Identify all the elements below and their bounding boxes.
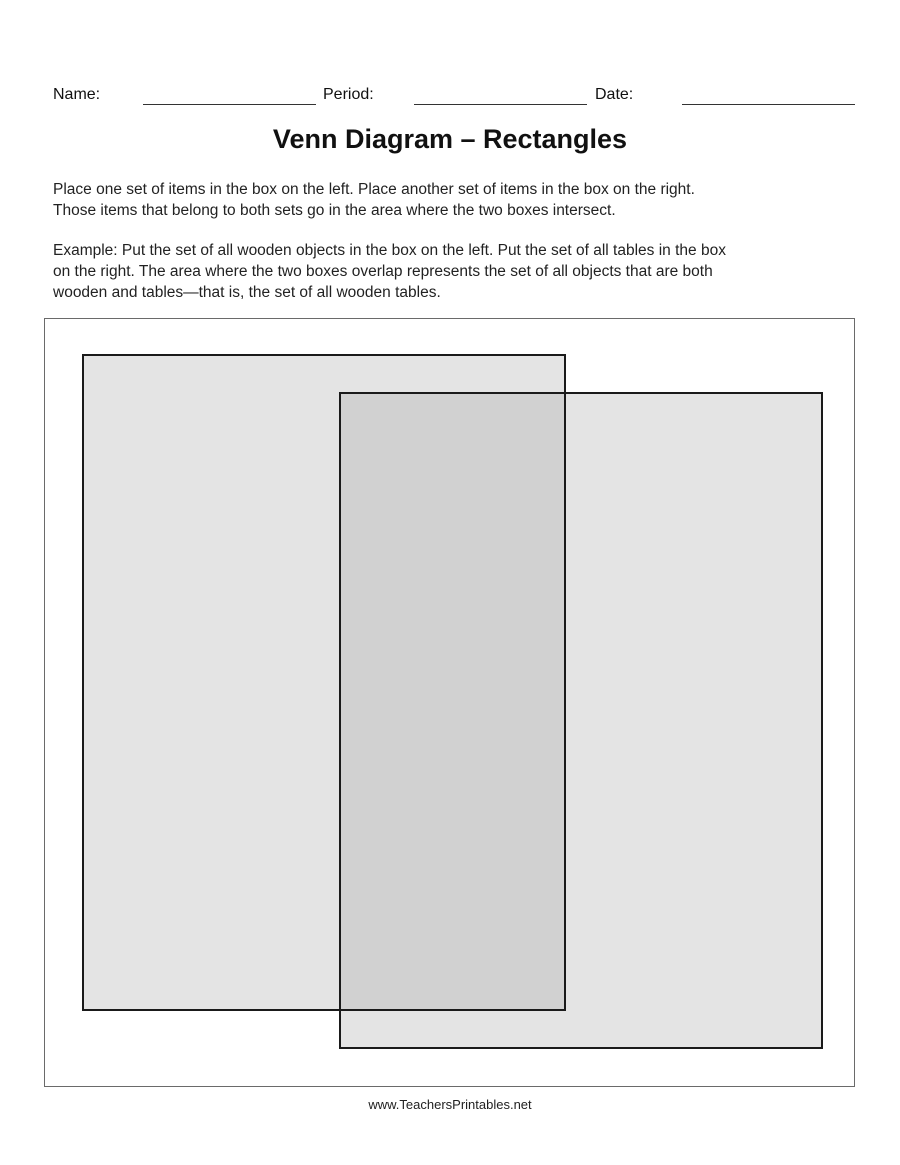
intersection-area[interactable]	[340, 393, 565, 1010]
footer-url: www.TeachersPrintables.net	[368, 1097, 532, 1112]
instructions-line-1: Place one set of items in the box on the left. Place another set of items in the box on the right.	[53, 181, 695, 198]
period-label: Period:	[323, 86, 374, 103]
name-label: Name:	[53, 86, 101, 103]
date-label: Date:	[595, 86, 634, 103]
example-line-1: Example: Put the set of all wooden objects in the box on the left. Put the set of all tables in the box	[53, 242, 726, 259]
example-line-3: wooden and tables—that is, the set of all wooden tables.	[53, 284, 441, 301]
example-line-2: on the right. The area where the two boxes overlap represents the set of all objects that are both	[53, 263, 713, 280]
instructions-line-2: Those items that belong to both sets go in the area where the two boxes intersect.	[53, 202, 616, 219]
page-title: Venn Diagram – Rectangles	[272, 124, 628, 154]
